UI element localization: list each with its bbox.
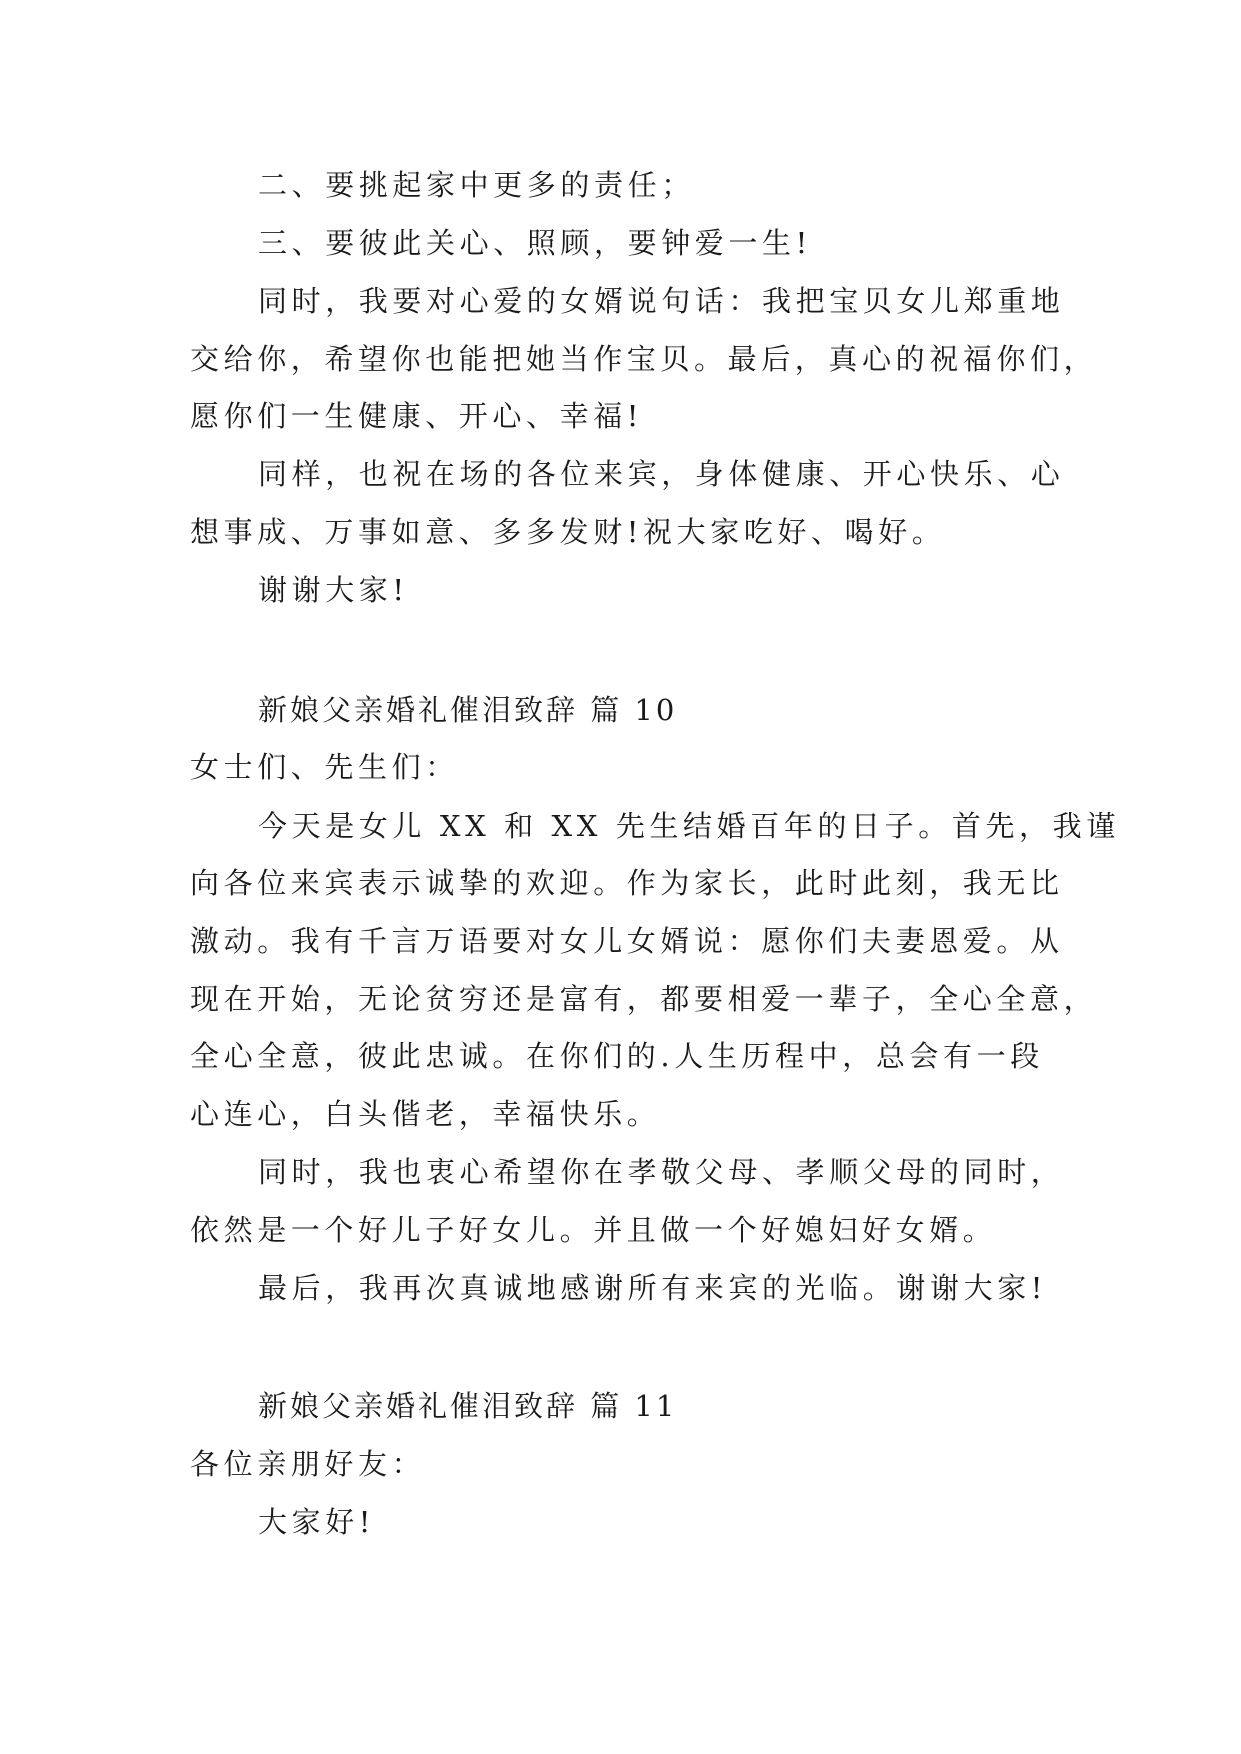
salutation: 各位亲朋好友：: [190, 1447, 426, 1481]
paragraph-line: 想事成、万事如意、多多发财!祝大家吃好、喝好。: [190, 515, 946, 549]
paragraph-line: 今天是女儿 XX 和 XX 先生结婚百年的日子。首先，我谨: [258, 809, 1120, 843]
paragraph-line: 谢谢大家!: [258, 573, 409, 607]
paragraph-line: 现在开始，无论贫穷还是富有，都要相爱一辈子，全心全意，: [190, 982, 1098, 1016]
section-heading: 新娘父亲婚礼催泪致辞 篇 11: [258, 1389, 678, 1423]
paragraph-line: 最后，我再次真诚地感谢所有来宾的光临。谢谢大家!: [258, 1271, 1048, 1305]
paragraph-line: 交给你，希望你也能把她当作宝贝。最后，真心的祝福你们，: [190, 342, 1098, 376]
paragraph-line: 心连心，白头偕老，幸福快乐。: [190, 1097, 661, 1131]
paragraph-line: 全心全意，彼此忠诚。在你们的.人生历程中，总会有一段: [190, 1039, 1044, 1073]
paragraph-line: 三、要彼此关心、照顾，要钟爱一生!: [258, 226, 812, 260]
paragraph-line: 依然是一个好儿子好女儿。并且做一个好媳妇好女婿。: [190, 1213, 997, 1247]
paragraph-line: 愿你们一生健康、开心、幸福!: [190, 399, 644, 433]
paragraph-line: 二、要挑起家中更多的责任；: [258, 168, 695, 202]
paragraph-line: 同时，我要对心爱的女婿说句话：我把宝贝女儿郑重地: [258, 284, 1065, 318]
paragraph-line: 同时，我也衷心希望你在孝敬父母、孝顺父母的同时，: [258, 1155, 1065, 1189]
paragraph-line: 大家好!: [258, 1505, 376, 1539]
section-heading: 新娘父亲婚礼催泪致辞 篇 10: [258, 693, 678, 727]
salutation: 女士们、先生们：: [190, 750, 459, 784]
paragraph-line: 向各位来宾表示诚挚的欢迎。作为家长，此时此刻，我无比: [190, 866, 1064, 900]
paragraph-line: 激动。我有千言万语要对女儿女婿说：愿你们夫妻恩爱。从: [190, 924, 1064, 958]
paragraph-line: 同样，也祝在场的各位来宾，身体健康、开心快乐、心: [258, 457, 1065, 491]
